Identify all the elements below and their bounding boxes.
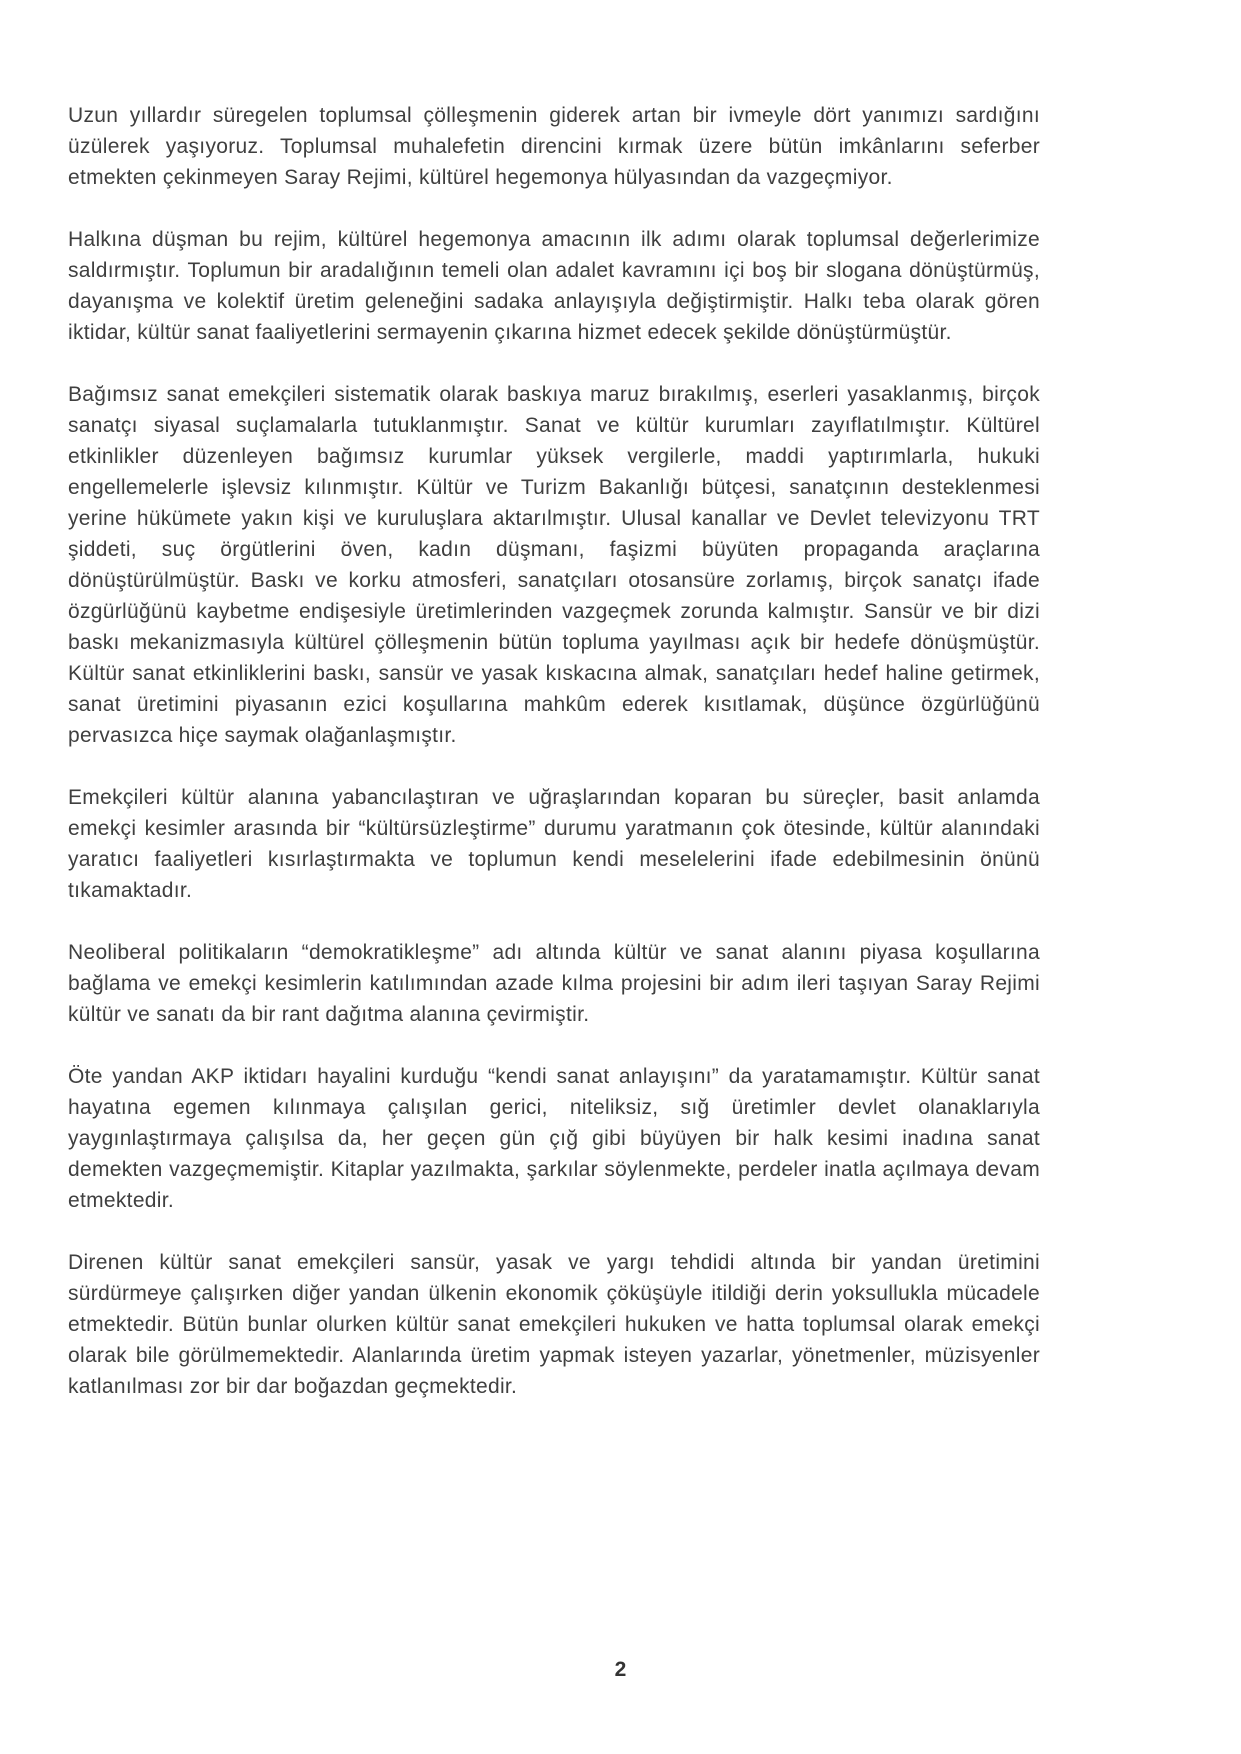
paragraph: Uzun yıllardır süregelen toplumsal çölleşmenin giderek artan bir ivmeyle dört yanımızı sardığını üzülerek yaşıyoruz. Toplumsal muhalefetin direncini kırmak üzere bütün imkânlarını seferber etmekten çekinmeyen Saray Rejimi, kültürel hegemonya hülyasından da vazgeçmiyor. bbox=[68, 104, 1040, 189]
paragraph: Emekçileri kültür alanına yabancılaştıran ve uğraşlarından koparan bu süreçler, basit anlamda emekçi kesimler arasında bir “kültürsüzleştirme” durumu yaratmanın çok ötesinde, kültür alanındaki yaratıcı faaliyetleri kısırlaştırmakta ve toplumun kendi meselelerini ifade edebilmesinin önünü tıkamaktadır. bbox=[68, 786, 1040, 902]
paragraph: Direnen kültür sanat emekçileri sansür, yasak ve yargı tehdidi altında bir yandan üretimini sürdürmeye çalışırken diğer yandan ülkenin ekonomik çöküşüyle itildiği derin yoksullukla mücadele etmektedir. Bütün bunlar olurken kültür sanat emekçileri hukuken ve hatta toplumsal olarak emekçi olarak bile görülmemektedir. Alanlarında üretim yapmak isteyen yazarlar, yönetmenler, müzisyenler katlanılması zor bir dar boğazdan geçmektedir. bbox=[68, 1251, 1040, 1398]
paragraph: Halkına düşman bu rejim, kültürel hegemonya amacının ilk adımı olarak toplumsal değerlerimize saldırmıştır. Toplumun bir aradalığının temeli olan adalet kavramını içi boş bir slogana dönüştürmüş, dayanışma ve kolektif üretim geleneğini sadaka anlayışıyla değiştirmiştir. Halkı teba olarak gören iktidar, kültür sanat faaliyetlerini sermayenin çıkarına hizmet edecek şekilde dönüştürmüştür. bbox=[68, 228, 1040, 344]
paragraph: Neoliberal politikaların “demokratikleşme” adı altında kültür ve sanat alanını piyasa koşullarına bağlama ve emekçi kesimlerin katılımından azade kılma projesini bir adım ileri taşıyan Saray Rejimi kültür ve sanatı da bir rant dağıtma alanına çevirmiştir. bbox=[68, 941, 1040, 1026]
paragraph: Öte yandan AKP iktidarı hayalini kurduğu “kendi sanat anlayışını” da yaratamamıştır. Kültür sanat hayatına egemen kılınmaya çalışılan gerici, niteliksiz, sığ üretimler devlet olanaklarıyla yaygınlaştırmaya çalışılsa da, her geçen gün çığ gibi büyüyen bir halk kesimi inadına sanat demekten vazgeçmemiştir. Kitaplar yazılmakta, şarkılar söylenmekte, perdeler inatla açılmaya devam etmektedir. bbox=[68, 1065, 1040, 1212]
paragraph: Bağımsız sanat emekçileri sistematik olarak baskıya maruz bırakılmış, eserleri yasaklanmış, birçok sanatçı siyasal suçlamalarla tutuklanmıştır. Sanat ve kültür kurumları zayıflatılmıştır. Kültürel etkinlikler düzenleyen bağımsız kurumlar yüksek vergilerle, maddi yaptırımlarla, hukuki engellemelerle işlevsiz kılınmıştır. Kültür ve Turizm Bakanlığı bütçesi, sanatçının desteklenmesi yerine hükümete yakın kişi ve kuruluşlara aktarılmıştır. Ulusal kanallar ve Devlet televizyonu TRT şiddeti, suç örgütlerini öven, kadın düşmanı, faşizmi büyüten propaganda araçlarına dönüştürülmüştür. Baskı ve korku atmosferi, sanatçıları otosansüre zorlamış, birçok sanatçı ifade özgürlüğünü kaybetme endişesiyle üretimlerinden vazgeçmek zorunda kalmıştır. Sansür ve bir dizi baskı mekanizmasıyla kültürel çölleşmenin bütün topluma yayılması açık bir hedefe dönüşmüştür. Kültür sanat etkinliklerini baskı, sansür ve yasak kıskacına almak, sanatçıları hedef haline getirmek, sanat üretimini piyasanın ezici koşullarına mahkûm ederek kısıtlamak, düşünce özgürlüğünü pervasızca hiçe saymak olağanlaşmıştır. bbox=[68, 383, 1040, 747]
page-number: 2 bbox=[614, 1658, 627, 1681]
text-content bbox=[68, 100, 1040, 1433]
